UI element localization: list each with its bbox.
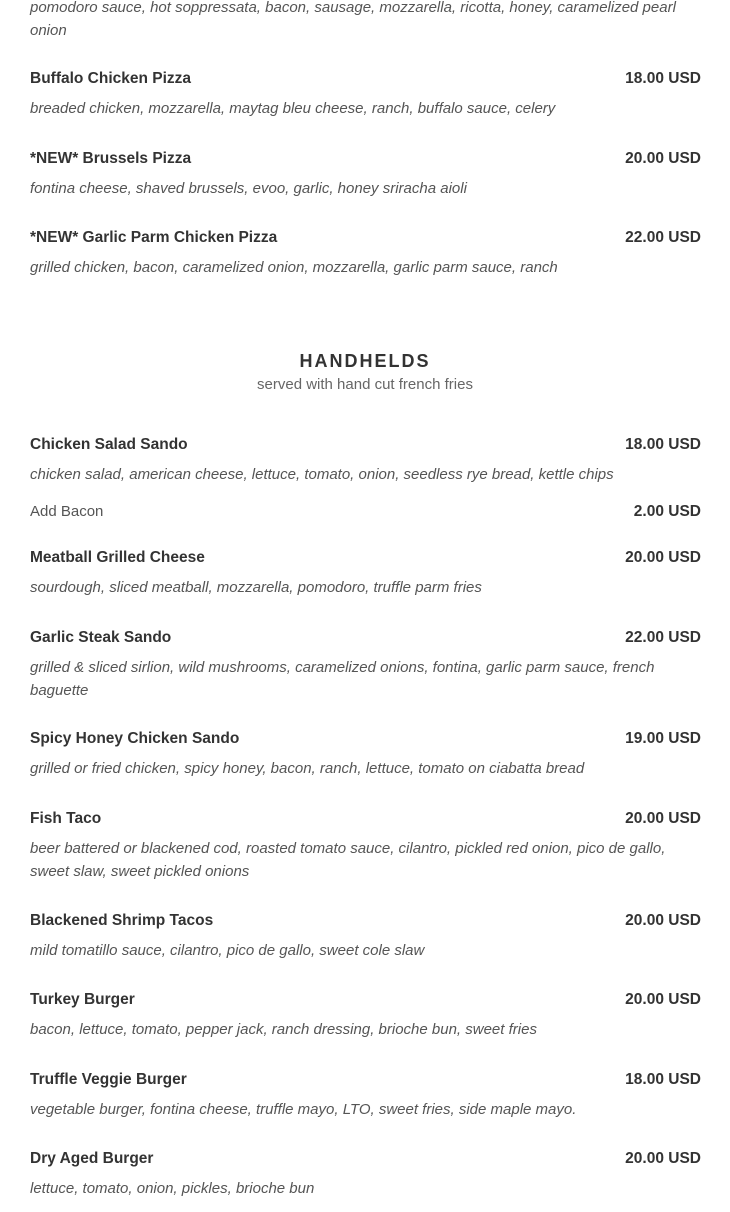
menu-item-garlic-steak-sando xyxy=(30,627,701,702)
item-description: grilled or fried chicken, spicy honey, bacon, ranch, lettuce, tomato on ciabatta bread xyxy=(30,760,585,777)
item-price: 18.00 USD xyxy=(625,70,701,87)
item-price: 22.00 USD xyxy=(625,229,701,246)
item-name: Chicken Salad Sando xyxy=(30,436,188,453)
menu-item-fish-taco xyxy=(30,808,701,883)
item-name: *NEW* Garlic Parm Chicken Pizza xyxy=(30,229,278,246)
item-name: Fish Taco xyxy=(30,810,102,827)
item-description: beer battered or blackened cod, roasted tomato sauce, cilantro, pickled red onion, pico de gallo, sweet slaw, sweet pickled onions xyxy=(30,840,666,880)
menu-item-blackened-shrimp-tacos xyxy=(30,910,701,963)
item-price: 20.00 USD xyxy=(625,810,701,827)
item-name: Blackened Shrimp Tacos xyxy=(30,912,214,929)
menu-item-chicken-salad-sando xyxy=(30,434,701,487)
menu-item-spicy-honey-chicken-sando xyxy=(30,728,701,781)
item-description: sourdough, sliced meatball, mozzarella, pomodoro, truffle parm fries xyxy=(30,579,482,596)
menu-item-dry-aged-burger xyxy=(30,1148,701,1201)
menu-item-truffle-veggie-burger xyxy=(30,1069,701,1122)
item-name: *NEW* Brussels Pizza xyxy=(30,150,192,167)
item-price: 22.00 USD xyxy=(625,629,701,646)
handhelds-list xyxy=(30,0,701,1212)
item-description: grilled & sliced sirlion, wild mushrooms, caramelized onions, fontina, garlic parm sauce, french baguette xyxy=(30,659,655,699)
item-description: bacon, lettuce, tomato, pepper jack, ranch dressing, brioche bun, sweet fries xyxy=(30,1021,537,1038)
item-price: 18.00 USD xyxy=(625,436,701,453)
item-name: Dry Aged Burger xyxy=(30,1150,154,1167)
item-description: vegetable burger, fontina cheese, truffle mayo, LTO, sweet fries, side maple mayo. xyxy=(30,1101,577,1118)
item-description: grilled chicken, bacon, caramelized onion, mozzarella, garlic parm sauce, ranch xyxy=(30,259,558,276)
item-description: mild tomatillo sauce, cilantro, pico de gallo, sweet cole slaw xyxy=(30,942,425,959)
addon-name: Add Bacon xyxy=(30,503,104,520)
addon-add-bacon xyxy=(30,501,701,523)
section-subtitle: served with hand cut french fries xyxy=(257,376,473,393)
item-name: Garlic Steak Sando xyxy=(30,629,172,646)
item-description: pomodoro sauce, hot soppressata, bacon, sausage, mozzarella, ricotta, honey, caramelized pearl onion xyxy=(30,0,676,39)
item-name: Buffalo Chicken Pizza xyxy=(30,70,192,87)
item-name: Spicy Honey Chicken Sando xyxy=(30,730,240,747)
item-price: 20.00 USD xyxy=(625,991,701,1008)
item-description: chicken salad, american cheese, lettuce, tomato, onion, seedless rye bread, kettle chips xyxy=(30,466,614,483)
section-title: HANDHELDS xyxy=(299,351,431,371)
menu-item-meatball-grilled-cheese xyxy=(30,547,701,600)
item-price: 20.00 USD xyxy=(625,1150,701,1167)
addon-price: 2.00 USD xyxy=(633,503,701,520)
item-name: Truffle Veggie Burger xyxy=(30,1071,187,1088)
item-price: 20.00 USD xyxy=(625,549,701,566)
item-price: 18.00 USD xyxy=(625,1071,701,1088)
item-description: breaded chicken, mozzarella, maytag bleu cheese, ranch, buffalo sauce, celery xyxy=(30,100,556,117)
item-description: lettuce, tomato, onion, pickles, brioche bun xyxy=(30,1180,315,1197)
item-price: 20.00 USD xyxy=(625,150,701,167)
item-description: fontina cheese, shaved brussels, evoo, garlic, honey sriracha aioli xyxy=(30,180,467,197)
item-name: Meatball Grilled Cheese xyxy=(30,549,205,566)
item-name: Turkey Burger xyxy=(30,991,135,1008)
item-price: 19.00 USD xyxy=(625,730,701,747)
item-price: 20.00 USD xyxy=(625,912,701,929)
menu-item-turkey-burger xyxy=(30,989,701,1042)
